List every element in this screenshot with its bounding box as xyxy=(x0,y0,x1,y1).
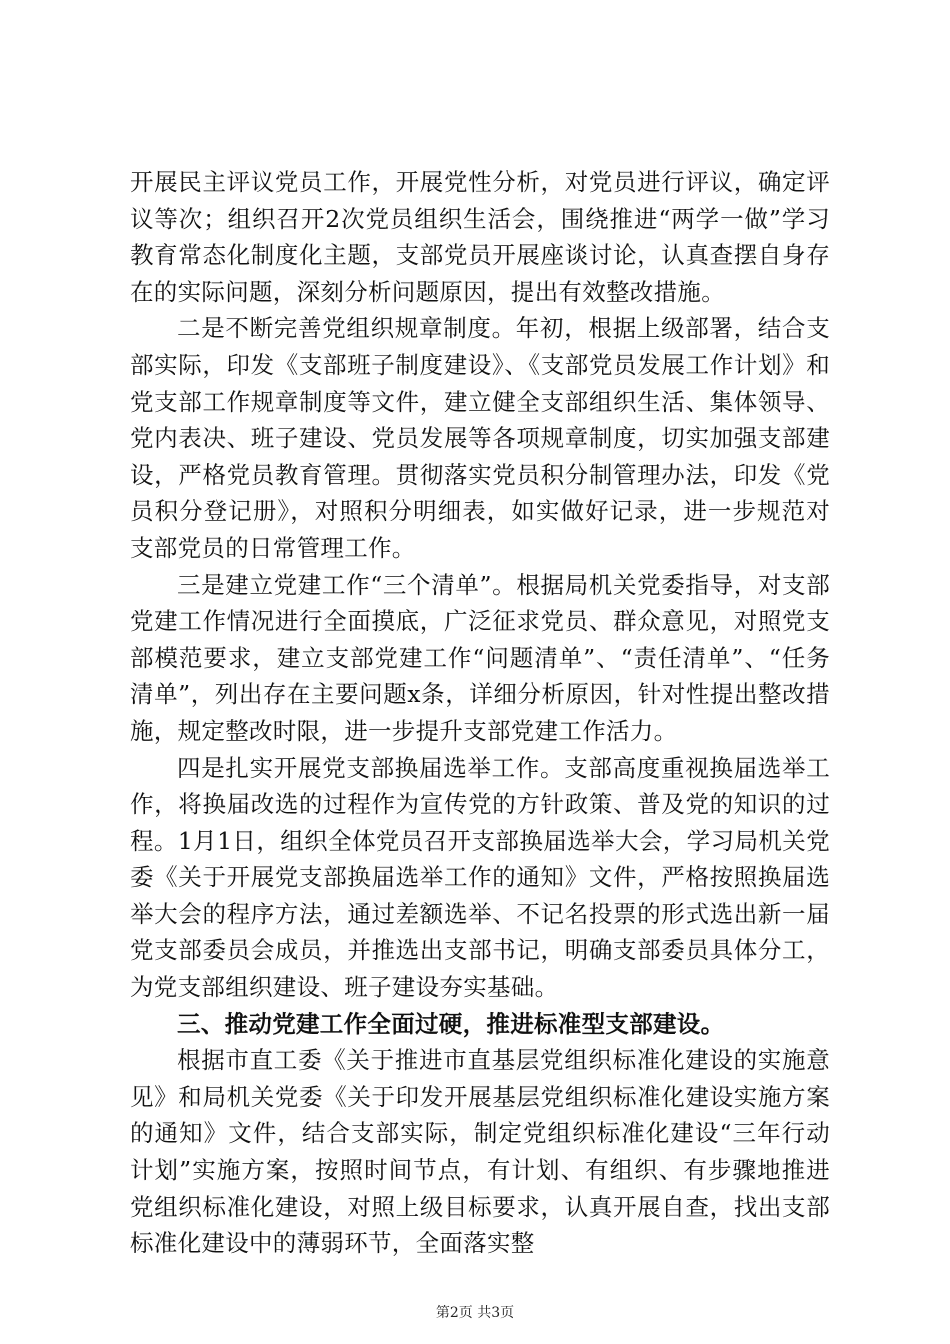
paragraph-branch-election: 四是扎实开展党支部换届选举工作。支部高度重视换届选举工作，将换届改选的过程作为宣传党的方针政策、普及党的知识的过程。1月1日，组织全体党员召开支部换届选举大会，学习局机关党委《关于开展党支部换届选举工作的通知》文件，严格按照换届选举大会的程序方法，通过差额选举、不记名投票的形式选出新一届党支部委员会成员，并推选出支部书记，明确支部委员具体分工，为党支部组织建设、班子建设夯实基础。 xyxy=(130,753,830,1002)
paragraph-three-lists: 三是建立党建工作“三个清单”。根据局机关党委指导，对支部党建工作情况进行全面摸底，广泛征求党员、群众意见，对照党支部模范要求，建立支部党建工作“问题清单”、“责任清单”、“任务清单”，列出存在主要问题x条，详细分析原因，针对性提出整改措施，规定整改时限，进一步提升支部党建工作活力。 xyxy=(130,570,830,745)
page-footer: 第2页 共3页 xyxy=(435,1305,515,1321)
section-heading-three: 三、推动党建工作全面过硬，推进标准型支部建设。 xyxy=(177,1009,725,1038)
paragraph-standardization: 根据市直工委《关于推进市直基层党组织标准化建设的实施意见》和局机关党委《关于印发开展基层党组织标准化建设实施方案的通知》文件，结合支部实际，制定党组织标准化建设“三年行动计划”实施方案，按照时间节点，有计划、有组织、有步骤地推进党组织标准化建设，对照上级目标要求，认真开展自查，找出支部标准化建设中的薄弱环节，全面落实整 xyxy=(130,1046,830,1258)
paragraph-democratic-review: 开展民主评议党员工作，开展党性分析，对党员进行评议，确定评议等次；组织召开2次党员组织生活会，围绕推进“两学一做”学习教育常态化制度化主题，支部党员开展座谈讨论，认真查摆自身存在的实际问题，深刻分析问题原因，提出有效整改措施。 xyxy=(130,168,830,306)
paragraph-rules-system: 二是不断完善党组织规章制度。年初，根据上级部署，结合支部实际，印发《支部班子制度建设》、《支部党员发展工作计划》和党支部工作规章制度等文件，建立健全支部组织生活、集体领导、党内表决、班子建设、党员发展等各项规章制度，切实加强支部建设，严格党员教育管理。贯彻落实党员积分制管理办法，印发《党员积分登记册》，对照积分明细表，如实做好记录，进一步规范对支部党员的日常管理工作。 xyxy=(130,314,830,562)
document-body xyxy=(130,164,830,1262)
